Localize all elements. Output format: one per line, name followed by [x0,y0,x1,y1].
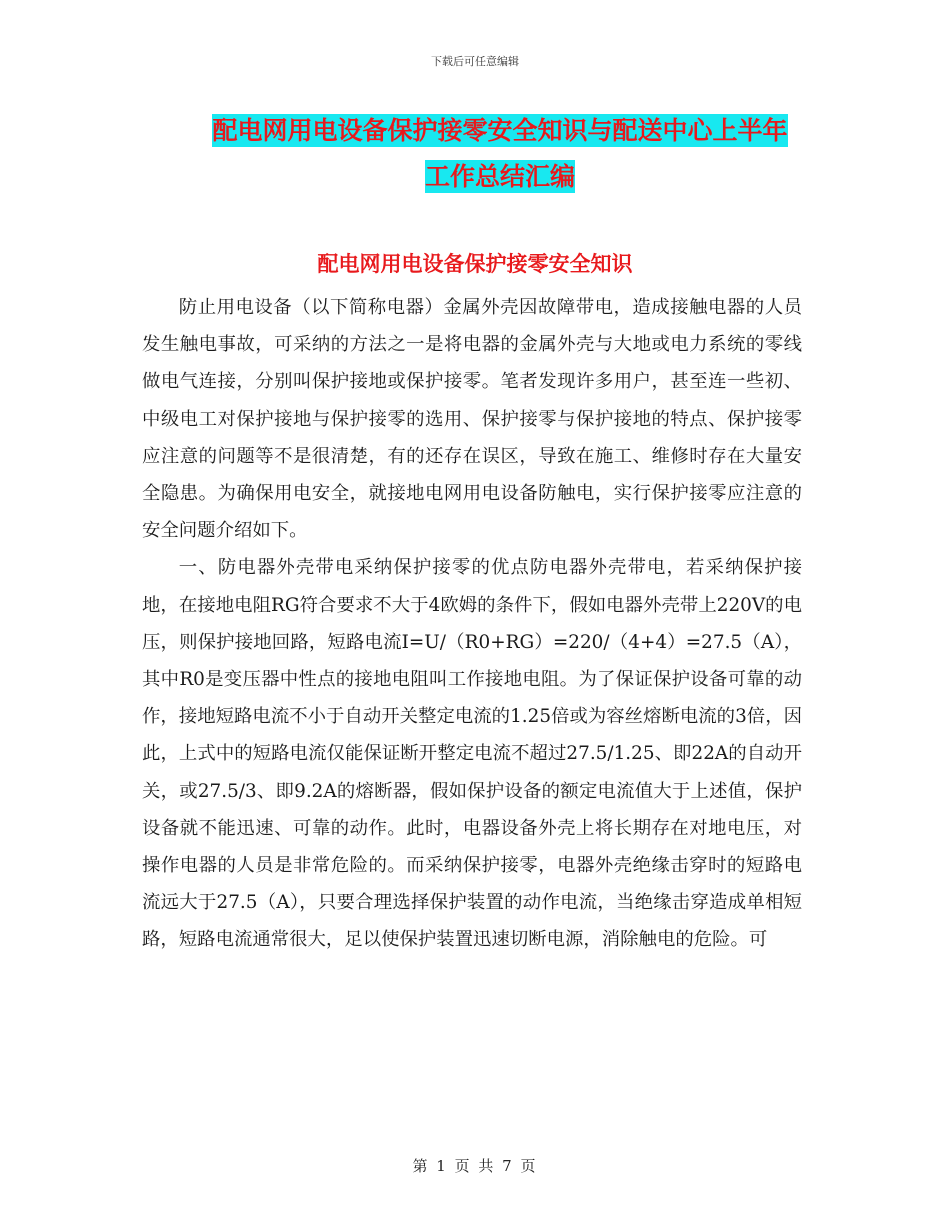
paragraph: 防止用电设备（以下简称电器）金属外壳因故障带电，造成接触电器的人员发生触电事故，可采纳的方法之一是将电器的金属外壳与大地或电力系统的零线做电气连接，分别叫保护接地或保护接零。笔者发现许多用户，甚至连一些初、中级电工对保护接地与保护接零的选用、保护接零与保护接地的特点、保护接零应注意的问题等不是很清楚，有的还存在误区，导致在施工、维修时存在大量安全隐患。为确保用电安全，就接地电网用电设备防触电，实行保护接零应注意的安全问题介绍如下。 [142,297,802,542]
body-text [142,289,802,959]
document-title [140,108,860,200]
page-number: 第 1 页 共 7 页 [412,1157,538,1175]
paragraph: 一、防电器外壳带电采纳保护接零的优点防电器外壳带电，若采纳保护接地，在接地电阻RG符合要求不大于4欧姆的条件下，假如电器外壳带上220V的电压，则保护接地回路，短路电流I=U/（R0+RG）=220/（4+4）=27.5（A），其中R0是变压器中性点的接地电阻叫工作接地电阻。为了保证保护设备可靠的动作，接地短路电流不小于自动开关整定电流的1.25倍或为容丝熔断电流的3倍，因此，上式中的短路电流仅能保证断开整定电流不超过27.5/1.25、即22A的自动开关，或27.5/3、即9.2A的熔断器，假如保护设备的额定电流值大于上述值，保护设备就不能迅速、可靠的动作。此时，电器设备外壳上将长期存在对地电压，对操作电器的人员是非常危险的。而采纳保护接零，电器外壳绝缘击穿时的短路电流远大于27.5（A），只要合理选择保护装置的动作电流，当绝缘击穿造成单相短路，短路电流通常很大，足以使保护装置迅速切断电源，消除触电的危险。可 [142,557,802,951]
section-title: 配电网用电设备保护接零安全知识 [317,252,633,276]
document-title-line-2: 工作总结汇编 [424,162,575,191]
document-title-line-1: 配电网用电设备保护接零安全知识与配送中心上半年 [212,116,788,145]
header-note: 下载后可任意编辑 [431,55,519,68]
